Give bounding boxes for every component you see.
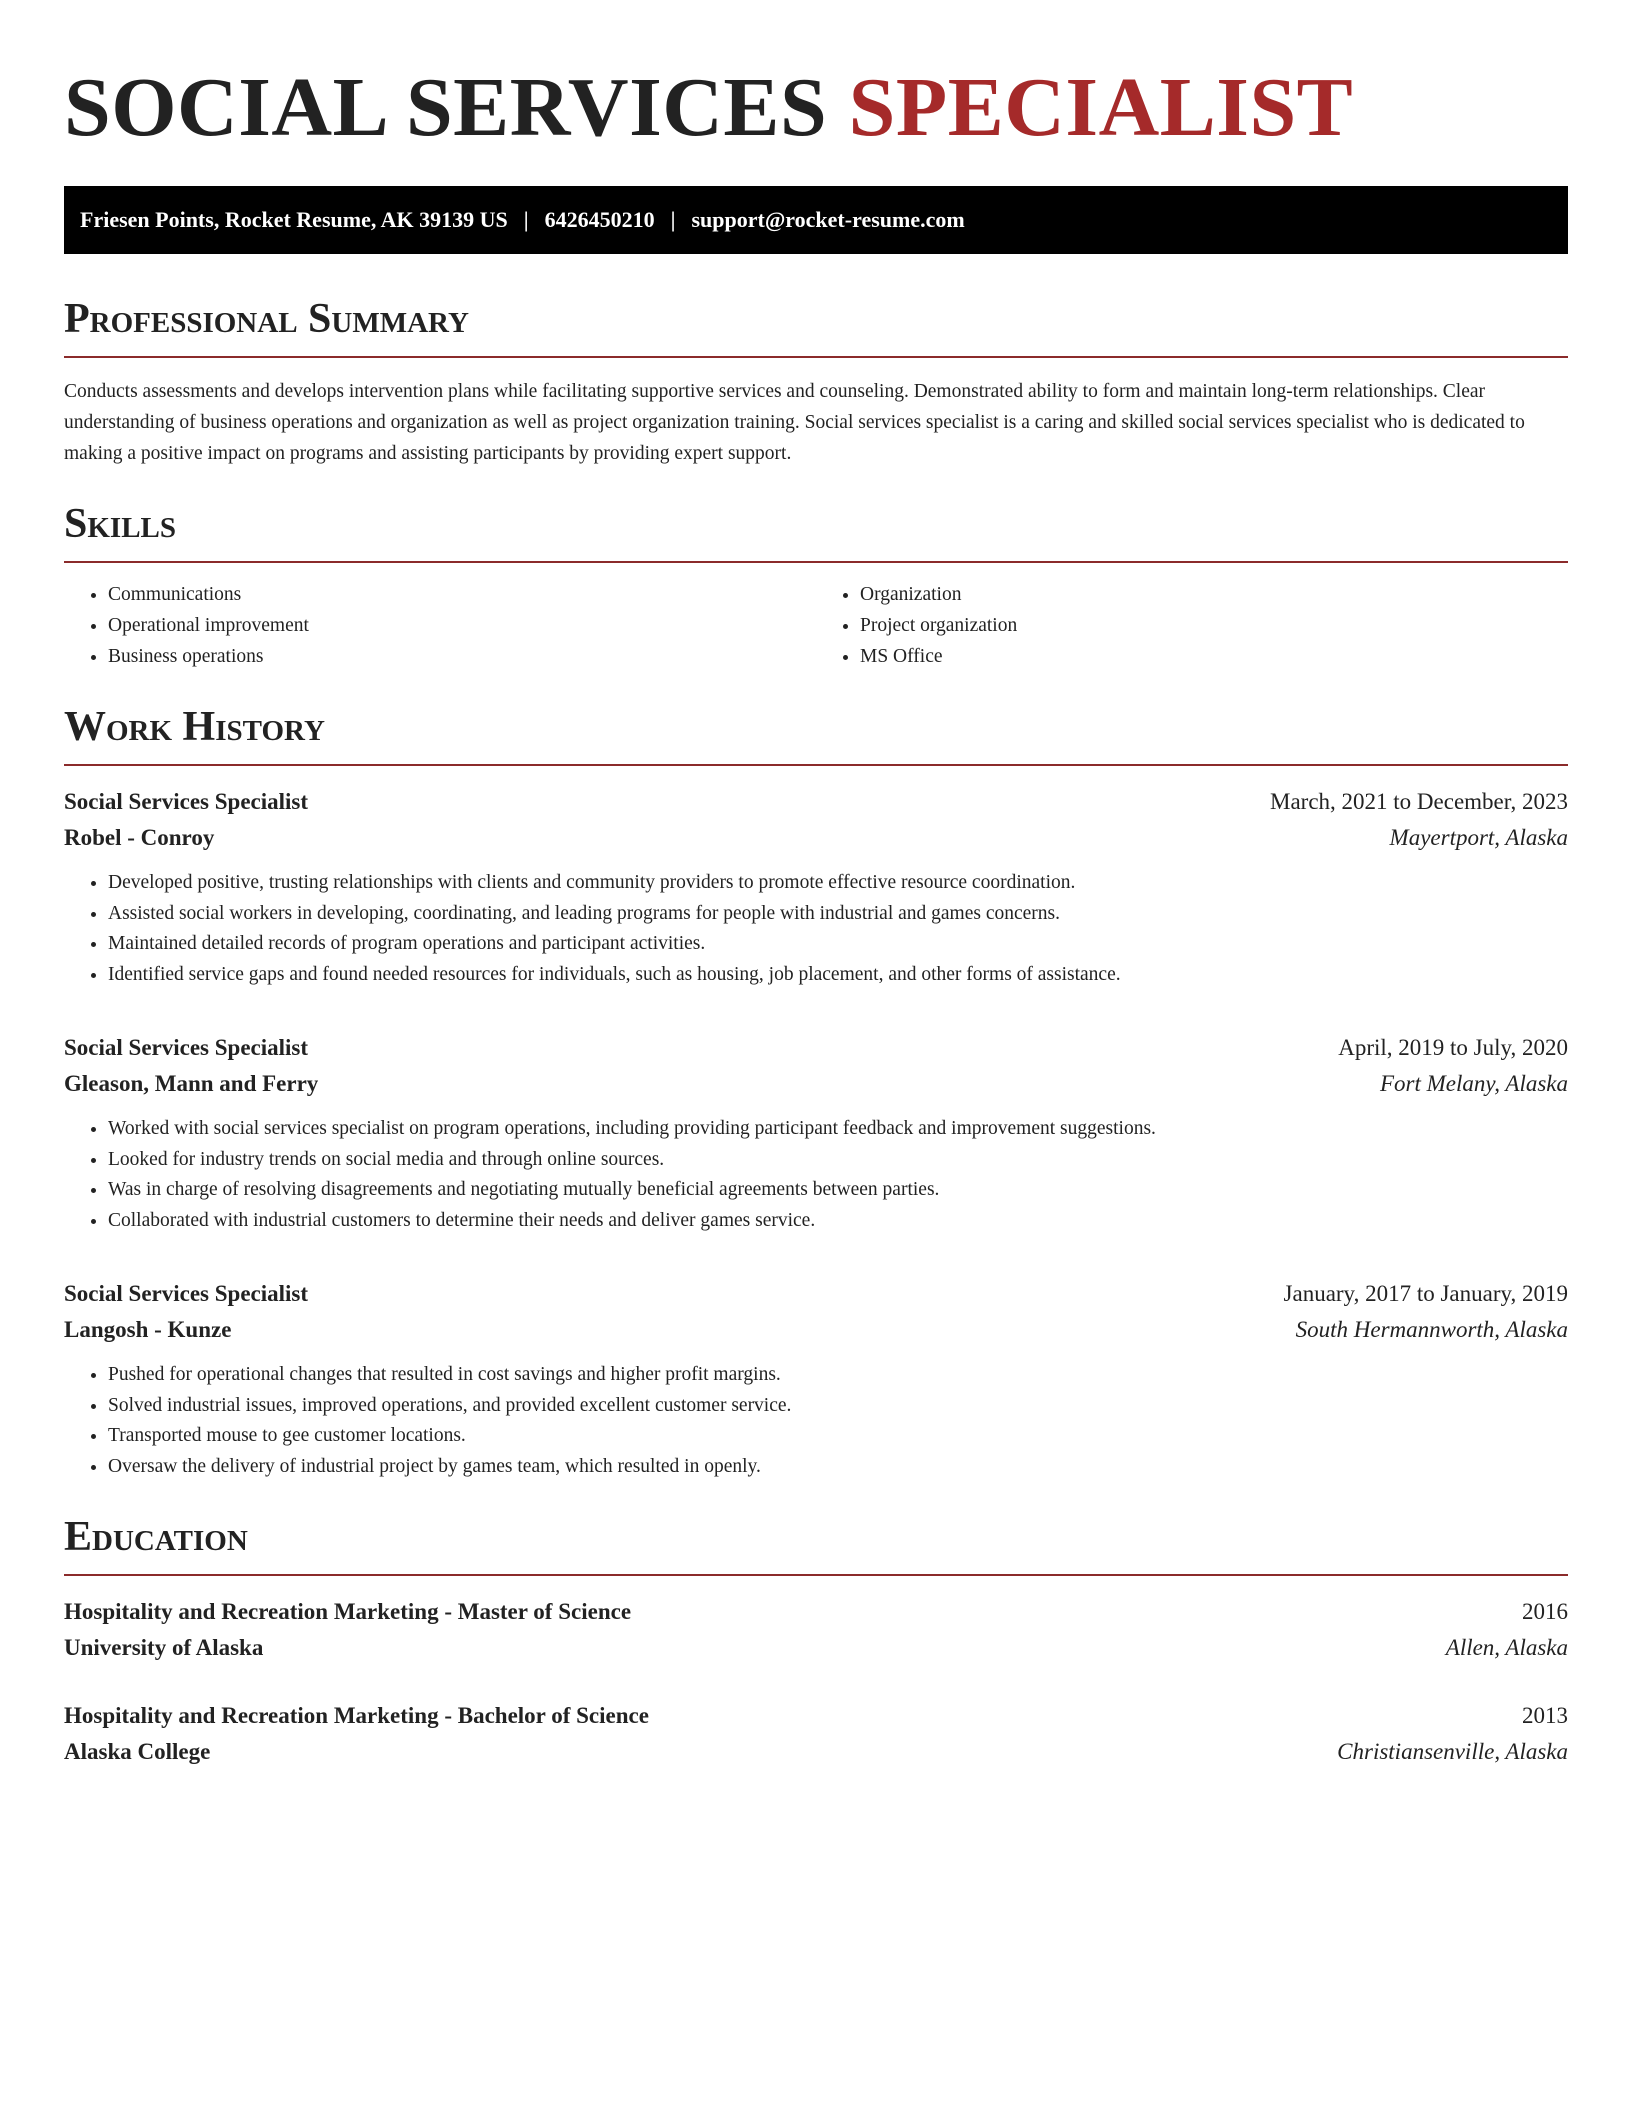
job-dates: March, 2021 to December, 2023: [1270, 789, 1568, 814]
job-entry: [64, 1276, 1568, 1482]
job-bullet: • Pushed for operational changes that resulted in cost savings and higher profit margins.: [108, 1360, 1568, 1391]
edu-school-row: [64, 1630, 1568, 1666]
edu-year: 2016: [1522, 1599, 1568, 1624]
job-bullet: • Maintained detailed records of program operations and participant activities.: [108, 929, 1568, 960]
job-company: Robel - Conroy: [64, 825, 215, 850]
edu-degree: Hospitality and Recreation Marketing - Bachelor of Science: [64, 1703, 649, 1728]
section-title-summary: Professional Summary: [64, 298, 1568, 358]
job-bullets: [64, 868, 1568, 990]
job-bullets: [64, 1114, 1568, 1236]
skills-list-right: [816, 579, 1568, 672]
job-header-row: [64, 1030, 1568, 1066]
contact-bar: [64, 186, 1568, 254]
job-entry: [64, 784, 1568, 990]
job-title: Social Services Specialist: [64, 1035, 309, 1060]
skill-item: • Business operations: [108, 641, 816, 672]
section-title-skills: Skills: [64, 503, 1568, 563]
job-dates: April, 2019 to July, 2020: [1338, 1035, 1568, 1060]
job-bullets: [64, 1360, 1568, 1482]
job-bullet: • Worked with social services specialist on program operations, including providing participant feedback and improvement suggestions.: [108, 1114, 1568, 1145]
edu-location: Christiansenville, Alaska: [1337, 1739, 1568, 1764]
job-company: Langosh - Kunze: [64, 1317, 232, 1342]
job-title: Social Services Specialist: [64, 1281, 309, 1306]
job-bullet: • Solved industrial issues, improved operations, and provided excellent customer service.: [108, 1391, 1568, 1422]
education-entry: [64, 1594, 1568, 1666]
job-bullet: • Collaborated with industrial customers to determine their needs and deliver games service.: [108, 1206, 1568, 1237]
job-entry: [64, 1030, 1568, 1236]
job-company: Gleason, Mann and Ferry: [64, 1071, 319, 1096]
job-header-row: [64, 784, 1568, 820]
job-bullet: • Was in charge of resolving disagreements and negotiating mutually beneficial agreements between parties.: [108, 1175, 1568, 1206]
education-entry: [64, 1698, 1568, 1770]
job-bullet: • Identified service gaps and found needed resources for individuals, such as housing, job placement, and other forms of assistance.: [108, 960, 1568, 991]
skill-item: • Project organization: [860, 610, 1568, 641]
contact-separator: |: [523, 207, 529, 232]
contact-email: support@rocket-resume.com: [691, 207, 965, 232]
job-header-row: [64, 1276, 1568, 1312]
job-bullet: • Developed positive, trusting relationships with clients and community providers to promote effective resource coordination.: [108, 868, 1568, 899]
work-section: [64, 706, 1568, 1482]
job-bullet: • Assisted social workers in developing, coordinating, and leading programs for people with industrial and games concerns.: [108, 899, 1568, 930]
job-location: Fort Melany, Alaska: [1379, 1071, 1568, 1096]
job-company-row: [64, 1066, 1568, 1102]
edu-degree-row: [64, 1698, 1568, 1734]
job-bullet: • Transported mouse to gee customer locations.: [108, 1421, 1568, 1452]
edu-location: Allen, Alaska: [1445, 1635, 1568, 1660]
edu-degree-row: [64, 1594, 1568, 1630]
education-section: [64, 1516, 1568, 1770]
skill-item: • Communications: [108, 579, 816, 610]
edu-school: Alaska College: [64, 1739, 211, 1764]
section-title-education: Education: [64, 1516, 1568, 1576]
resume-name: [64, 56, 1568, 154]
job-location: Mayertport, Alaska: [1389, 825, 1568, 850]
skills-section: [64, 503, 1568, 672]
skills-columns: [64, 579, 1568, 672]
skill-item: • MS Office: [860, 641, 1568, 672]
section-title-work: Work History: [64, 706, 1568, 766]
summary-section: [64, 298, 1568, 469]
job-bullet: • Looked for industry trends on social media and through online sources.: [108, 1145, 1568, 1176]
edu-year: 2013: [1522, 1703, 1568, 1728]
job-bullet: • Oversaw the delivery of industrial project by games team, which resulted in openly.: [108, 1452, 1568, 1483]
name-first: SOCIAL SERVICES: [64, 61, 828, 154]
job-title: Social Services Specialist: [64, 789, 309, 814]
skill-item: • Organization: [860, 579, 1568, 610]
name-last: SPECIALIST: [848, 61, 1354, 154]
edu-school-row: [64, 1734, 1568, 1770]
contact-address: Friesen Points, Rocket Resume, AK 39139 US: [80, 207, 508, 232]
contact-phone: 6426450210: [544, 207, 655, 232]
job-location: South Hermannworth, Alaska: [1295, 1317, 1568, 1342]
job-dates: January, 2017 to January, 2019: [1283, 1281, 1568, 1306]
job-company-row: [64, 1312, 1568, 1348]
skill-item: • Operational improvement: [108, 610, 816, 641]
edu-school: University of Alaska: [64, 1635, 264, 1660]
summary-text: Conducts assessments and develops intervention plans while facilitating supportive services and counseling. Demonstrated ability to form and maintain long-term relationships. Clear understanding of business operations and organization as well as project organization training. Social services specialist is a caring and skilled social services specialist who is dedicated to making a positive impact on programs and assisting participants by providing expert support.: [64, 381, 1525, 464]
edu-degree: Hospitality and Recreation Marketing - Master of Science: [64, 1599, 632, 1624]
contact-separator: |: [670, 207, 676, 232]
skills-list-left: [64, 579, 816, 672]
job-company-row: [64, 820, 1568, 856]
